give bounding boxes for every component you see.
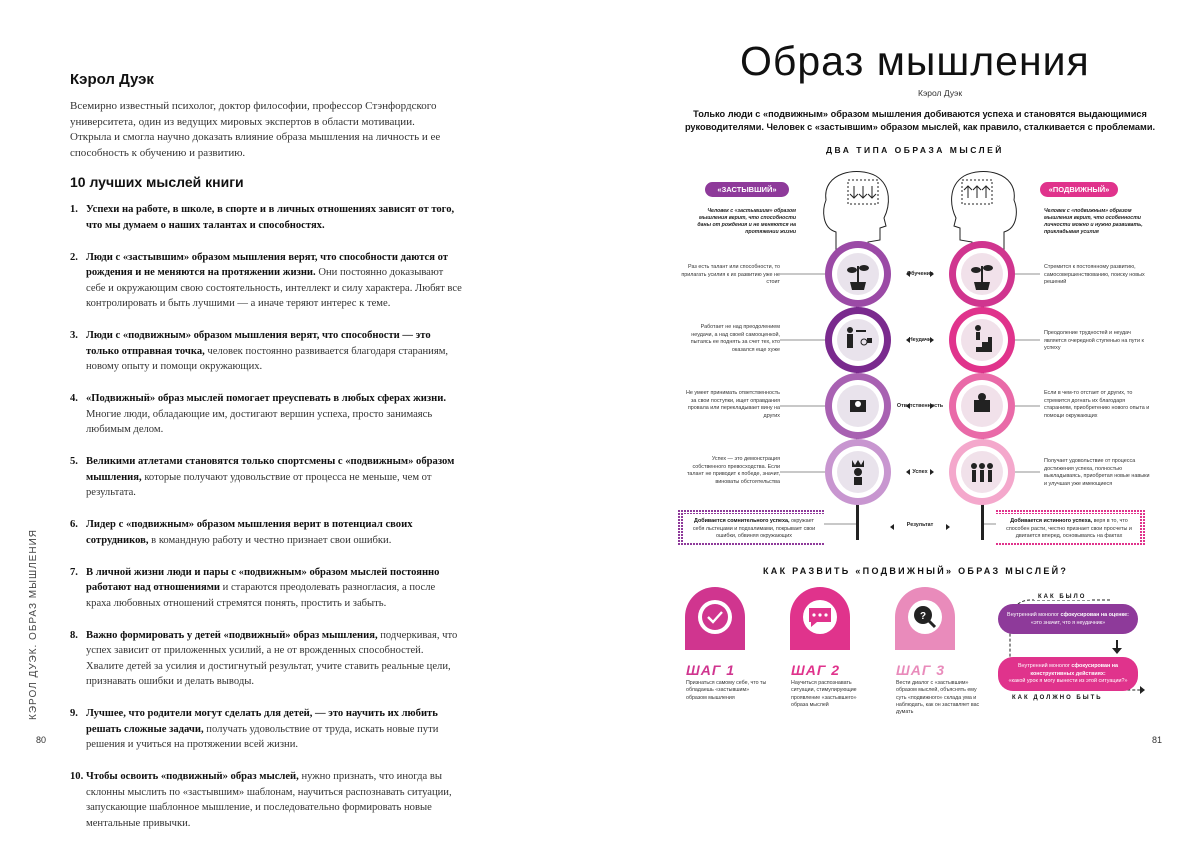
top10-heading: 10 лучших мыслей книги	[70, 174, 244, 190]
lead-paragraph: Только люди с «подвижным» образом мышления добиваются успеха и становятся выдающимися руководителями. Человек с «застывшим» образом мыслей, как правило, сталкивается с проблемами.	[684, 109, 1156, 132]
was-label: КАК БЫЛО	[1034, 594, 1090, 600]
row-label-learning: Обучение	[906, 271, 934, 277]
arrow-right-icon	[1140, 686, 1145, 694]
thought-item: 4. «Подвижный» образ мыслей помогает преуспевать в любых сферах жизни. Многие люди, обладающие им, достигают вершин успеха, просто занимаясь любимым делом.	[70, 393, 446, 435]
thought-item: 9. Лучшее, что родители могут сделать для детей, — это научить их любить решать сложные задачи, получать удовольствие от труда, искать новые пути решения и учиться на протяжении всей жизни.	[70, 708, 439, 750]
fixed-mindset-badge: «ЗАСТЫВШИЙ»	[705, 182, 789, 197]
fixed-failure-note: Работает не над преодолением неудачи, а над своей самооценкой, пытаясь ее поднять за счет тех, кто оказался еще хуже	[690, 324, 780, 353]
fixed-learning-note: Раз есть талант или способности, то прилагать усилия к их развитию уже не стоит	[681, 264, 780, 285]
step3-title: ШАГ 3	[896, 662, 946, 678]
row-label-result: Результат	[906, 522, 934, 528]
growth-result-text: Добивается истинного успеха, веря в то, что способен расти, честно признает свои просчеты и двигается вперед, основываясь на фактах	[1002, 518, 1136, 541]
page-number-right: 81	[1152, 735, 1163, 745]
should-label: КАК ДОЛЖНО БЫТЬ	[1012, 695, 1103, 701]
thoughts-list	[70, 202, 462, 848]
step2-text: Научиться распознавать ситуации, стимулирующие проявление «застывшего» образа мыслей	[791, 680, 857, 708]
fixed-head-icon	[824, 171, 889, 250]
thought-item: 5. Великими атлетами становятся только спортсмены с «подвижным» образом мышления, которые получают удовольствие от процесса не меньше, чем от результата.	[70, 456, 455, 498]
title-author: Кэрол Дуэк	[918, 88, 963, 98]
row-label-failures: Неудачи	[908, 337, 932, 343]
right-page	[600, 0, 1200, 781]
was-monologue-box: Внутренний монолог сфокусирован на оценке: «это значит, что я неудачник»	[998, 604, 1138, 634]
row-label-success: Успех	[912, 469, 928, 475]
step3-badge	[895, 587, 955, 650]
growth-mindset-badge: «ПОДВИЖНЫЙ»	[1040, 182, 1118, 197]
thought-item: 8. Важно формировать у детей «подвижный» образ мышления, подчеркивая, что успех зависит от приложенных усилий, а не от врожденных способностей. Хвалите детей за усилия и достигнутый результат, учите ставить реальные цели, признавать ошибки и делать выводы.	[70, 629, 458, 687]
team-celebrating-icon	[971, 463, 993, 482]
growth-learning-note: Стремится к постоянному развитию, самосовершенствованию, поиску новых решений	[1044, 264, 1145, 285]
left-page	[0, 0, 600, 829]
growth-success-note: Получает удовольствие от процесса достижения успеха, полностью выкладываясь, приобретая новые навыки и улучшая уже имеющиеся	[1044, 458, 1150, 487]
thought-item: 10. Чтобы освоить «подвижный» образ мыслей, нужно признать, что иногда вы склонны мыслить по «застывшим» шаблонам, научиться распознавать ситуации, запускающие шаблонное мышление, и последовательно формировать новые ментальные привычки.	[70, 771, 452, 829]
step1-badge	[685, 587, 745, 650]
side-running-title: КЭРОЛ ДУЭК. ОБРАЗ МЫШЛЕНИЯ	[28, 529, 39, 720]
step2-badge	[790, 587, 850, 650]
row-label-responsibility: Ответственность	[896, 403, 944, 409]
fixed-mindset-description: Человек с «застывшим» образом мышления верит, что способности даны от рождения и не меняются на протяжении жизни	[697, 208, 796, 235]
person-arrows-icon	[850, 400, 866, 412]
growth-head-icon	[952, 171, 1017, 250]
thought-item: 3. Люди с «подвижным» образом мышления верят, что способности — это только отправная точка, человек постоянно развивается благодаря стараниям, новому опыту и помощи окружающих.	[70, 330, 449, 372]
svg-text:?: ?	[919, 611, 927, 622]
growth-mindset-description: Человек с «подвижным» образом мышления верит, что особенности личности можно и нужно развивать, прикладывая усилия	[1044, 208, 1143, 235]
growth-responsibility-note: Если в чем-то отстает от других, то стремится догнать их благодаря стараниям, приобретению нового опыта и помощи окружающих	[1044, 390, 1150, 419]
fixed-result-text: Добивается сомнительного успеха, окружает себя льстецами и подхалимами, покрывает свои ошибки, обвиняя окружающих	[688, 518, 820, 541]
thought-item: 7. В личной жизни люди и пары с «подвижным» образом мыслей постоянно работают над отношениями и стараются преодолевать разногласия, а после краха любовных отношений стремятся понять, простить и забыть.	[70, 566, 440, 609]
fixed-success-note: Успех — это демонстрация собственного превосходства. Если талант не приводит к победе, значит, виноваты обстоятельства	[686, 456, 780, 485]
thought-item: 2. Люди с «застывшим» образом мышления верят, что способности даются от рождения и не меняются на протяжении жизни. Они постоянно доказывают себе и окружающим свою состоятельность, интеллект и силу характера. Любят все контролировать и быть лучшими — а иначе теряют интерес к теме.	[70, 251, 462, 309]
step1-text: Признаться самому себе, что ты обладаешь «застывшим» образом мышления	[686, 680, 767, 701]
author-heading: Кэрол Дуэк	[70, 71, 154, 88]
step1-title: ШАГ 1	[686, 662, 736, 678]
section-heading-how-to: КАК РАЗВИТЬ «ПОДВИЖНЫЙ» ОБРАЗ МЫСЛЕЙ?	[763, 566, 1069, 576]
page-number-left: 80	[36, 735, 47, 745]
section-heading-two-types: ДВА ТИПА ОБРАЗА МЫСЛЕЙ	[826, 145, 1004, 155]
step3-text: Вести диалог с «застывшим» образом мыслей, объяснять ему суть «подвижного» склада ума и наблюдать, как он заставляет вас думать	[896, 680, 980, 716]
thought-item: 1. Успехи на работе, в школе, в спорте и в личных отношениях зависят от того, что мы думаем о наших талантах и способностях.	[70, 204, 455, 231]
step2-title: ШАГ 2	[791, 662, 841, 678]
double-arrow-icons	[890, 271, 950, 530]
fixed-responsibility-note: Не умеет принимать ответственность за свои поступки, ищет оправдания провала или перекладывает вину на других	[685, 390, 780, 419]
should-monologue-box: Внутренний монолог сфокусирован на конструктивных действиях: «какой урок я могу вынести из этой ситуации?»	[998, 657, 1138, 691]
page-title: Образ мышления	[740, 38, 1090, 84]
thought-item: 6. Лидер с «подвижным» образом мышления верит в потенциал своих сотрудников, в командную работу и честно признает свои ошибки.	[70, 519, 413, 546]
growth-failure-note: Преодоление трудностей и неудач является очередной ступенью на пути к успеху	[1044, 330, 1144, 351]
author-bio: Всемирно известный психолог, доктор философии, профессор Стэнфордского университета, один из ведущих мировых экспертов в области мотивации. Открыла и смогла научно доказать влияние образа мышления на личность и ее способность к обучению и развитию.	[70, 100, 441, 159]
